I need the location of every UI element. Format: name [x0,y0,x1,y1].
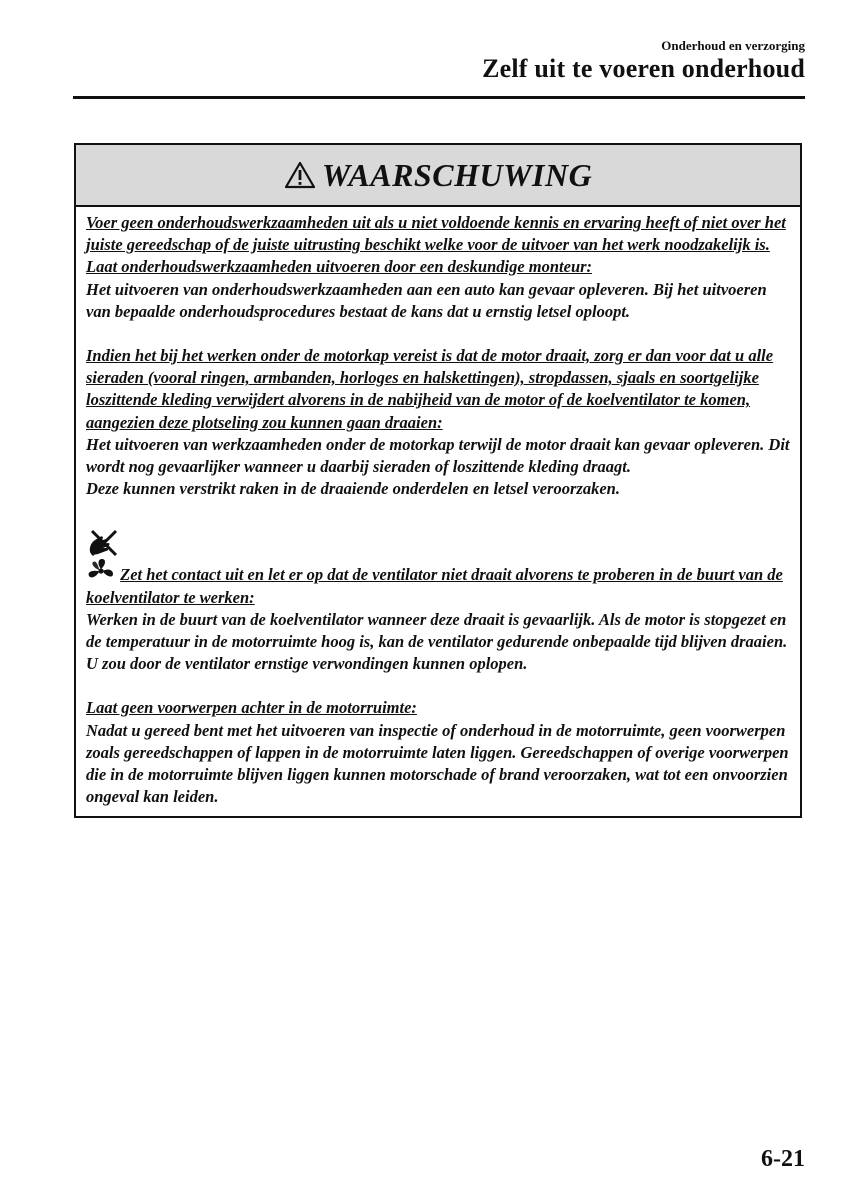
paragraph-2-body2: Deze kunnen verstrikt raken in de draaiende onderdelen en letsel veroorzaken. [86,479,620,499]
warning-triangle-icon [284,161,316,189]
chapter-title: Zelf uit te voeren onderhoud [482,54,805,83]
paragraph-1-body: Het uitvoeren van onderhoudswerkzaamheden aan een auto kan gevaar opleveren. Bij het uitvoeren van bepaalde onderhoudsprocedures bestaat de kans dat u ernstig letsel oploopt. [86,279,767,321]
warning-body [76,207,800,816]
header-rule [73,96,805,99]
paragraph-4-body: Nadat u gereed bent met het uitvoeren van inspectie of onderhoud in de motorruimte, geen voorwerpen zoals gereedschappen of lappen in de motorruimte laten liggen. Gereedschappen of overige voorwerpen die in de motorruimte blijven liggen kunnen motorschade of brand veroorzaken, wat tot een onvoorzien ongeval kan leiden. [86,720,789,807]
warning-title: WAARSCHUWING [321,156,593,193]
section-label: Onderhoud en verzorging [661,38,805,53]
warning-header [76,145,800,207]
paragraph-2-heading: Indien het bij het werken onder de motorkap vereist is dat de motor draait, zorg er dan voor dat u alle sieraden (vooral ringen, armbanden, horloges en halskettingen), stropdassen, sjaals en soortgelijke loszittende kleding verwijdert alvorens in de nabijheid van de motor of de koelventilator te komen, aangezien deze plotseling zou kunnen gaan draaien: [86,346,774,432]
warning-box [74,143,802,818]
no-hands-icon [86,528,790,558]
fan-icon [86,558,116,584]
paragraph-3-heading: Zet het contact uit en let er op dat de ventilator niet draait alvorens te proberen in de buurt van de koelventilator te werken: [86,565,783,607]
paragraph-3-body: Werken in de buurt van de koelventilator wanneer deze draait is gevaarlijk. Als de motor is stopgezet en de temperatuur in de motorruimte hoog is, kan de ventilator gedurende onbepaalde tijd blijven draaien. U zou door de ventilator ernstige verwondingen kunnen oplopen. [86,609,788,674]
paragraph-2-body: Het uitvoeren van werkzaamheden onder de motorkap terwijl de motor draait kan gevaar opleveren. Dit wordt nog gevaarlijker wanneer u daarbij sieraden of loszittende kleding draagt. [86,434,790,477]
page-number: 6-21 [761,1146,805,1172]
paragraph-1-heading: Voer geen onderhoudswerkzaamheden uit als u niet voldoende kennis en ervaring heeft of niet over het juiste gereedschap of de juiste uitrusting beschikt welke voor de uitvoer van het werk noodzakelijk is. Laat onderhoudswerkzaamheden uitvoeren door een deskundige monteur: [86,213,786,277]
paragraph-4-heading: Laat geen voorwerpen achter in de motorruimte: [86,698,417,718]
